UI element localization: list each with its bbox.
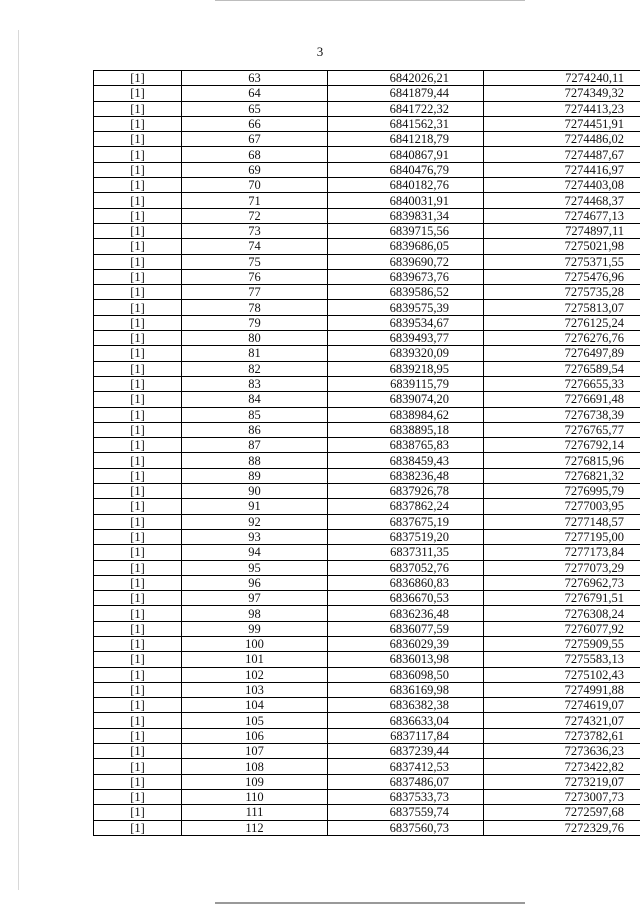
cell-y-coordinate: 7276308,24 [484, 606, 640, 621]
cell-reference: [1] [94, 805, 182, 820]
cell-reference: [1] [94, 560, 182, 575]
table-row [94, 101, 640, 116]
cell-reference: [1] [94, 178, 182, 193]
scan-edge-top [215, 0, 525, 1]
cell-y-coordinate: 7274349,32 [484, 86, 640, 101]
cell-reference: [1] [94, 132, 182, 147]
table-row [94, 774, 640, 789]
cell-point-number: 74 [182, 239, 328, 254]
table-row [94, 728, 640, 743]
cell-point-number: 88 [182, 453, 328, 468]
cell-x-coordinate: 6837926,78 [328, 484, 484, 499]
cell-point-number: 112 [182, 820, 328, 835]
table-row [94, 652, 640, 667]
cell-y-coordinate: 7274486,02 [484, 132, 640, 147]
cell-point-number: 83 [182, 376, 328, 391]
cell-x-coordinate: 6837052,76 [328, 560, 484, 575]
table-row [94, 545, 640, 560]
cell-y-coordinate: 7276962,73 [484, 575, 640, 590]
cell-y-coordinate: 7277148,57 [484, 514, 640, 529]
cell-y-coordinate: 7276815,96 [484, 453, 640, 468]
cell-point-number: 107 [182, 744, 328, 759]
table-row [94, 178, 640, 193]
table-row [94, 499, 640, 514]
cell-y-coordinate: 7275371,55 [484, 254, 640, 269]
cell-y-coordinate: 7276691,48 [484, 392, 640, 407]
cell-reference: [1] [94, 438, 182, 453]
cell-y-coordinate: 7272597,68 [484, 805, 640, 820]
cell-point-number: 95 [182, 560, 328, 575]
cell-reference: [1] [94, 346, 182, 361]
table-row [94, 514, 640, 529]
cell-reference: [1] [94, 71, 182, 86]
cell-point-number: 105 [182, 713, 328, 728]
cell-reference: [1] [94, 193, 182, 208]
table-row [94, 223, 640, 238]
cell-point-number: 98 [182, 606, 328, 621]
cell-point-number: 79 [182, 315, 328, 330]
cell-point-number: 110 [182, 789, 328, 804]
cell-reference: [1] [94, 514, 182, 529]
cell-reference: [1] [94, 484, 182, 499]
cell-x-coordinate: 6837311,35 [328, 545, 484, 560]
table-row [94, 116, 640, 131]
cell-reference: [1] [94, 285, 182, 300]
cell-reference: [1] [94, 208, 182, 223]
cell-reference: [1] [94, 315, 182, 330]
cell-y-coordinate: 7276125,24 [484, 315, 640, 330]
cell-y-coordinate: 7275735,28 [484, 285, 640, 300]
cell-reference: [1] [94, 621, 182, 636]
cell-y-coordinate: 7276276,76 [484, 331, 640, 346]
table-row [94, 361, 640, 376]
cell-y-coordinate: 7276821,32 [484, 468, 640, 483]
cell-x-coordinate: 6839074,20 [328, 392, 484, 407]
table-row [94, 759, 640, 774]
cell-x-coordinate: 6836098,50 [328, 667, 484, 682]
cell-point-number: 81 [182, 346, 328, 361]
cell-x-coordinate: 6841722,32 [328, 101, 484, 116]
table-row [94, 392, 640, 407]
cell-y-coordinate: 7275102,43 [484, 667, 640, 682]
cell-x-coordinate: 6839320,09 [328, 346, 484, 361]
cell-reference: [1] [94, 591, 182, 606]
table-row [94, 667, 640, 682]
cell-y-coordinate: 7275909,55 [484, 636, 640, 651]
cell-x-coordinate: 6836860,83 [328, 575, 484, 590]
cell-reference: [1] [94, 361, 182, 376]
cell-y-coordinate: 7273636,23 [484, 744, 640, 759]
cell-point-number: 91 [182, 499, 328, 514]
table-row [94, 453, 640, 468]
cell-x-coordinate: 6837533,73 [328, 789, 484, 804]
cell-x-coordinate: 6838765,83 [328, 438, 484, 453]
cell-reference: [1] [94, 162, 182, 177]
cell-x-coordinate: 6840031,91 [328, 193, 484, 208]
cell-reference: [1] [94, 682, 182, 697]
cell-reference: [1] [94, 820, 182, 835]
cell-point-number: 102 [182, 667, 328, 682]
cell-x-coordinate: 6839831,34 [328, 208, 484, 223]
cell-point-number: 76 [182, 269, 328, 284]
table-row [94, 529, 640, 544]
cell-x-coordinate: 6839690,72 [328, 254, 484, 269]
cell-x-coordinate: 6837519,20 [328, 529, 484, 544]
table-row [94, 376, 640, 391]
cell-y-coordinate: 7275813,07 [484, 300, 640, 315]
cell-reference: [1] [94, 407, 182, 422]
cell-point-number: 86 [182, 422, 328, 437]
table-row [94, 346, 640, 361]
cell-point-number: 84 [182, 392, 328, 407]
cell-reference: [1] [94, 116, 182, 131]
cell-y-coordinate: 7272329,76 [484, 820, 640, 835]
cell-point-number: 90 [182, 484, 328, 499]
table-row [94, 132, 640, 147]
cell-x-coordinate: 6839715,56 [328, 223, 484, 238]
cell-x-coordinate: 6838236,48 [328, 468, 484, 483]
table-row [94, 484, 640, 499]
cell-point-number: 104 [182, 698, 328, 713]
cell-x-coordinate: 6837239,44 [328, 744, 484, 759]
cell-reference: [1] [94, 331, 182, 346]
cell-reference: [1] [94, 652, 182, 667]
cell-reference: [1] [94, 636, 182, 651]
cell-point-number: 94 [182, 545, 328, 560]
cell-y-coordinate: 7277003,95 [484, 499, 640, 514]
cell-y-coordinate: 7276765,77 [484, 422, 640, 437]
cell-x-coordinate: 6836169,98 [328, 682, 484, 697]
cell-reference: [1] [94, 713, 182, 728]
cell-x-coordinate: 6836029,39 [328, 636, 484, 651]
table-row [94, 239, 640, 254]
table-row [94, 300, 640, 315]
cell-x-coordinate: 6840182,76 [328, 178, 484, 193]
cell-x-coordinate: 6837412,53 [328, 759, 484, 774]
cell-y-coordinate: 7275021,98 [484, 239, 640, 254]
cell-reference: [1] [94, 744, 182, 759]
cell-reference: [1] [94, 698, 182, 713]
cell-x-coordinate: 6837560,73 [328, 820, 484, 835]
cell-reference: [1] [94, 499, 182, 514]
table-row [94, 468, 640, 483]
cell-y-coordinate: 7274321,07 [484, 713, 640, 728]
cell-y-coordinate: 7276655,33 [484, 376, 640, 391]
table-row [94, 744, 640, 759]
cell-x-coordinate: 6838459,43 [328, 453, 484, 468]
cell-y-coordinate: 7277195,00 [484, 529, 640, 544]
cell-y-coordinate: 7274468,37 [484, 193, 640, 208]
cell-point-number: 66 [182, 116, 328, 131]
cell-x-coordinate: 6839218,95 [328, 361, 484, 376]
cell-y-coordinate: 7274413,23 [484, 101, 640, 116]
cell-y-coordinate: 7277073,29 [484, 560, 640, 575]
cell-y-coordinate: 7274240,11 [484, 71, 640, 86]
cell-reference: [1] [94, 667, 182, 682]
cell-point-number: 99 [182, 621, 328, 636]
cell-x-coordinate: 6839493,77 [328, 331, 484, 346]
cell-x-coordinate: 6836670,53 [328, 591, 484, 606]
cell-point-number: 85 [182, 407, 328, 422]
cell-reference: [1] [94, 789, 182, 804]
cell-point-number: 65 [182, 101, 328, 116]
table-row [94, 636, 640, 651]
cell-reference: [1] [94, 545, 182, 560]
cell-y-coordinate: 7274677,13 [484, 208, 640, 223]
cell-y-coordinate: 7276738,39 [484, 407, 640, 422]
table-row [94, 789, 640, 804]
cell-x-coordinate: 6836382,38 [328, 698, 484, 713]
table-row [94, 422, 640, 437]
cell-point-number: 89 [182, 468, 328, 483]
table-row [94, 575, 640, 590]
table-row [94, 162, 640, 177]
table-row [94, 193, 640, 208]
coordinates-table [93, 70, 640, 836]
table-row [94, 331, 640, 346]
table-row [94, 254, 640, 269]
table-row [94, 438, 640, 453]
cell-reference: [1] [94, 774, 182, 789]
cell-y-coordinate: 7273422,82 [484, 759, 640, 774]
cell-point-number: 111 [182, 805, 328, 820]
cell-point-number: 78 [182, 300, 328, 315]
cell-reference: [1] [94, 392, 182, 407]
cell-reference: [1] [94, 86, 182, 101]
cell-y-coordinate: 7274991,88 [484, 682, 640, 697]
cell-reference: [1] [94, 575, 182, 590]
cell-reference: [1] [94, 529, 182, 544]
cell-reference: [1] [94, 300, 182, 315]
cell-point-number: 71 [182, 193, 328, 208]
cell-x-coordinate: 6836077,59 [328, 621, 484, 636]
cell-reference: [1] [94, 239, 182, 254]
cell-point-number: 100 [182, 636, 328, 651]
cell-reference: [1] [94, 101, 182, 116]
cell-x-coordinate: 6842026,21 [328, 71, 484, 86]
cell-y-coordinate: 7273007,73 [484, 789, 640, 804]
cell-reference: [1] [94, 468, 182, 483]
cell-point-number: 87 [182, 438, 328, 453]
cell-point-number: 67 [182, 132, 328, 147]
cell-point-number: 106 [182, 728, 328, 743]
cell-point-number: 97 [182, 591, 328, 606]
table-row [94, 606, 640, 621]
table-row [94, 560, 640, 575]
cell-point-number: 103 [182, 682, 328, 697]
table-row [94, 820, 640, 835]
cell-y-coordinate: 7276791,51 [484, 591, 640, 606]
scan-edge-left [18, 30, 19, 890]
cell-point-number: 80 [182, 331, 328, 346]
cell-reference: [1] [94, 453, 182, 468]
cell-y-coordinate: 7274451,91 [484, 116, 640, 131]
cell-y-coordinate: 7277173,84 [484, 545, 640, 560]
cell-y-coordinate: 7274416,97 [484, 162, 640, 177]
table-row [94, 147, 640, 162]
cell-point-number: 108 [182, 759, 328, 774]
cell-point-number: 109 [182, 774, 328, 789]
cell-point-number: 69 [182, 162, 328, 177]
cell-point-number: 93 [182, 529, 328, 544]
cell-point-number: 92 [182, 514, 328, 529]
cell-x-coordinate: 6838895,18 [328, 422, 484, 437]
cell-x-coordinate: 6839673,76 [328, 269, 484, 284]
cell-point-number: 64 [182, 86, 328, 101]
cell-y-coordinate: 7273219,07 [484, 774, 640, 789]
table-row [94, 591, 640, 606]
cell-point-number: 70 [182, 178, 328, 193]
cell-x-coordinate: 6840476,79 [328, 162, 484, 177]
cell-x-coordinate: 6841562,31 [328, 116, 484, 131]
cell-reference: [1] [94, 376, 182, 391]
cell-point-number: 63 [182, 71, 328, 86]
cell-x-coordinate: 6838984,62 [328, 407, 484, 422]
cell-reference: [1] [94, 422, 182, 437]
cell-reference: [1] [94, 254, 182, 269]
cell-x-coordinate: 6837117,84 [328, 728, 484, 743]
cell-x-coordinate: 6837486,07 [328, 774, 484, 789]
cell-reference: [1] [94, 728, 182, 743]
cell-x-coordinate: 6837675,19 [328, 514, 484, 529]
cell-x-coordinate: 6841879,44 [328, 86, 484, 101]
cell-point-number: 77 [182, 285, 328, 300]
cell-x-coordinate: 6837559,74 [328, 805, 484, 820]
cell-point-number: 82 [182, 361, 328, 376]
table-row [94, 713, 640, 728]
table-row [94, 285, 640, 300]
cell-point-number: 96 [182, 575, 328, 590]
cell-x-coordinate: 6836013,98 [328, 652, 484, 667]
cell-x-coordinate: 6839575,39 [328, 300, 484, 315]
table-row [94, 71, 640, 86]
cell-x-coordinate: 6837862,24 [328, 499, 484, 514]
cell-reference: [1] [94, 759, 182, 774]
cell-x-coordinate: 6840867,91 [328, 147, 484, 162]
cell-y-coordinate: 7276497,89 [484, 346, 640, 361]
cell-y-coordinate: 7276995,79 [484, 484, 640, 499]
table-row [94, 86, 640, 101]
cell-reference: [1] [94, 223, 182, 238]
cell-x-coordinate: 6839534,67 [328, 315, 484, 330]
table-row [94, 269, 640, 284]
cell-x-coordinate: 6841218,79 [328, 132, 484, 147]
cell-point-number: 101 [182, 652, 328, 667]
cell-reference: [1] [94, 269, 182, 284]
cell-y-coordinate: 7276589,54 [484, 361, 640, 376]
page-number: 3 [316, 44, 324, 59]
table-row [94, 407, 640, 422]
table-row [94, 682, 640, 697]
cell-point-number: 68 [182, 147, 328, 162]
cell-x-coordinate: 6836236,48 [328, 606, 484, 621]
scan-edge-bottom [215, 902, 525, 904]
cell-reference: [1] [94, 606, 182, 621]
cell-point-number: 72 [182, 208, 328, 223]
table-row [94, 698, 640, 713]
cell-y-coordinate: 7275583,13 [484, 652, 640, 667]
cell-x-coordinate: 6836633,04 [328, 713, 484, 728]
cell-y-coordinate: 7276792,14 [484, 438, 640, 453]
table-row [94, 805, 640, 820]
table-row [94, 208, 640, 223]
cell-point-number: 73 [182, 223, 328, 238]
cell-y-coordinate: 7274403,08 [484, 178, 640, 193]
cell-y-coordinate: 7274487,67 [484, 147, 640, 162]
table-row [94, 315, 640, 330]
cell-y-coordinate: 7273782,61 [484, 728, 640, 743]
cell-y-coordinate: 7275476,96 [484, 269, 640, 284]
table-row [94, 621, 640, 636]
cell-x-coordinate: 6839586,52 [328, 285, 484, 300]
cell-y-coordinate: 7274619,07 [484, 698, 640, 713]
cell-y-coordinate: 7274897,11 [484, 223, 640, 238]
cell-point-number: 75 [182, 254, 328, 269]
cell-reference: [1] [94, 147, 182, 162]
cell-x-coordinate: 6839115,79 [328, 376, 484, 391]
cell-x-coordinate: 6839686,05 [328, 239, 484, 254]
cell-y-coordinate: 7276077,92 [484, 621, 640, 636]
